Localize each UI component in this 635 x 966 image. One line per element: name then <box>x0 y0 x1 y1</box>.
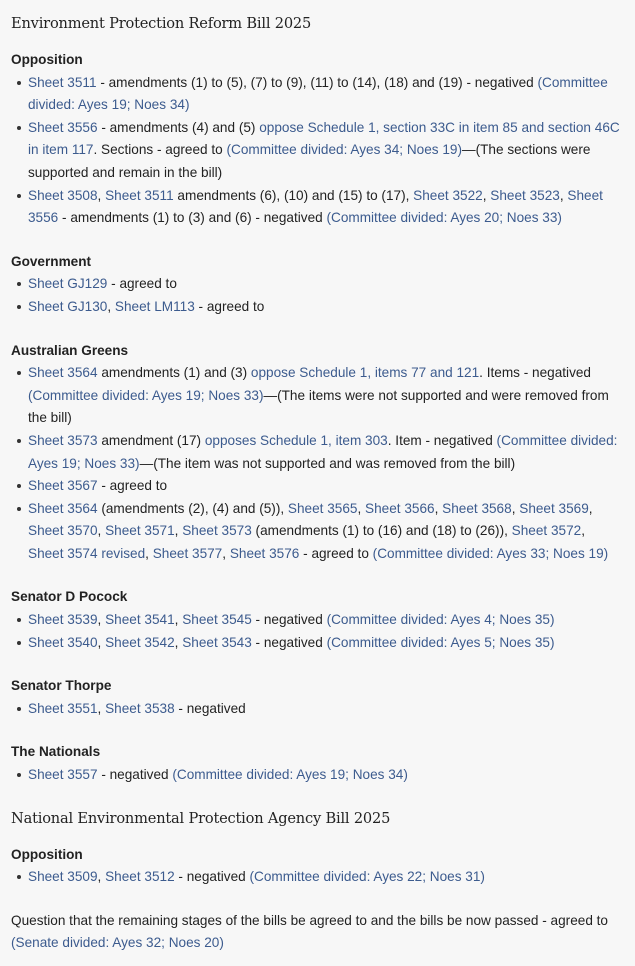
sheet-link[interactable]: Sheet 3566 <box>365 500 435 516</box>
committee-division-link[interactable]: (Committee divided: Ayes 5; Noes 35) <box>326 634 555 650</box>
amendment-text: - negatived <box>97 767 173 783</box>
amendment-text: , <box>434 500 443 516</box>
amendment-text: - negatived <box>174 700 246 716</box>
party-heading: Government <box>11 253 92 269</box>
sheet-link[interactable]: Sheet 3574 revised <box>28 545 146 561</box>
amendment-text: , <box>174 634 183 650</box>
amendment-list <box>11 764 624 787</box>
amendment-text: . Item - negatived <box>387 432 497 448</box>
sheet-link[interactable]: Sheet 3572 <box>511 523 582 539</box>
amendment-text: , <box>97 869 106 885</box>
amendment-text: - agreed to <box>107 276 177 292</box>
amendment-text: , <box>174 612 183 628</box>
final-question <box>11 910 624 955</box>
party-heading: Senator D Pocock <box>11 589 128 605</box>
sheet-link[interactable]: Sheet 3522 <box>413 187 483 203</box>
amendment-text: - agreed to <box>194 298 265 314</box>
amendment-text: - amendments (1) to (5), (7) to (9), (11) to (14), (18) and (19) - negatived <box>96 74 538 90</box>
sheet-link[interactable]: Sheet 3564 <box>28 500 98 516</box>
committee-division-link[interactable]: (Committee divided: Ayes 20; Noes 33) <box>326 210 562 226</box>
sheet-link[interactable]: Sheet 3509 <box>28 869 98 885</box>
party-section <box>11 675 624 720</box>
sheet-link[interactable]: Sheet 3577 <box>152 545 223 561</box>
committee-division-link[interactable]: (Committee divided: Ayes 19; Noes 33) <box>28 387 264 403</box>
amendment-text: amendments (1) and (3) <box>97 365 251 381</box>
sheet-link[interactable]: Sheet 3540 <box>28 634 98 650</box>
sheet-link[interactable]: Sheet 3556 <box>28 119 98 135</box>
amendment-item <box>28 296 624 319</box>
final-question-text: Question that the remaining stages of the bills be agreed to and the bills be now passed - agreed to <box>11 912 608 928</box>
committee-division-link[interactable]: (Committee divided: Ayes 22; Noes 31) <box>249 869 485 885</box>
amendment-list <box>11 609 624 654</box>
amendment-item <box>28 117 624 185</box>
amendment-item <box>28 632 624 655</box>
amendment-text: - negatived <box>251 612 327 628</box>
committee-division-link[interactable]: (Committee divided: Ayes 34; Noes 19) <box>226 142 462 158</box>
amendment-text: (amendments (1) to (16) and (18) to (26)), <box>251 523 512 539</box>
sheet-link[interactable]: Sheet 3570 <box>28 523 98 539</box>
sheet-link[interactable]: Sheet 3545 <box>182 612 252 628</box>
amendment-list <box>11 72 624 230</box>
amendment-text: , <box>97 523 106 539</box>
sheet-link[interactable]: Sheet 3523 <box>490 187 560 203</box>
sheet-link[interactable]: Sheet 3511 <box>28 74 97 90</box>
amendment-text: , <box>511 500 520 516</box>
sheet-link[interactable]: Sheet 3551 <box>28 700 98 716</box>
sheet-link[interactable]: Sheet 3543 <box>182 634 252 650</box>
amendment-text: , <box>107 298 115 314</box>
senate-division-link[interactable]: (Senate divided: Ayes 32; Noes 20) <box>11 935 224 951</box>
party-section <box>11 49 624 230</box>
party-section <box>11 741 624 786</box>
committee-division-link[interactable]: (Committee divided: Ayes 19; Noes 34) <box>28 74 608 113</box>
amendment-item <box>28 273 624 296</box>
sheet-link[interactable]: Sheet GJ130 <box>28 298 108 314</box>
sheet-link[interactable]: Sheet 3511 <box>105 187 174 203</box>
amendment-text: - negatived <box>251 634 327 650</box>
amendment-item <box>28 609 624 632</box>
amendment-text: . Sections - agreed to <box>93 142 227 158</box>
amendment-text: , <box>482 187 491 203</box>
sheet-link[interactable]: Sheet 3538 <box>105 700 175 716</box>
amendment-list <box>11 273 624 318</box>
amendment-item <box>28 475 624 498</box>
amendment-text: , <box>97 187 106 203</box>
committee-division-link[interactable]: (Committee divided: Ayes 19; Noes 34) <box>172 767 408 783</box>
sheet-link[interactable]: Sheet 3573 <box>28 432 98 448</box>
committee-division-link[interactable]: (Committee divided: Ayes 33; Noes 19) <box>372 545 609 561</box>
party-heading: Opposition <box>11 846 83 862</box>
schedule-reference-link[interactable]: oppose Schedule 1, section 33C in item 85 and section 46C in item 117 <box>28 119 620 158</box>
amendment-item <box>28 498 624 566</box>
amendment-list <box>11 698 624 721</box>
sheet-link[interactable]: Sheet 3508 <box>28 187 98 203</box>
amendment-text: amendments (6), (10) and (15) to (17), <box>173 187 414 203</box>
sheet-link[interactable]: Sheet 3539 <box>28 612 98 628</box>
party-heading: Opposition <box>11 52 83 67</box>
amendment-text: —(The sections were supported and remain in the bill) <box>28 142 591 180</box>
bill-title: Environment Protection Reform Bill 2025 <box>11 15 312 32</box>
amendment-text: , <box>174 523 183 539</box>
amendment-text: - amendments (1) to (3) and (6) - negatived <box>58 210 327 226</box>
amendment-item <box>28 72 624 117</box>
amendment-text: , <box>145 545 153 561</box>
sheet-link[interactable]: Sheet 3512 <box>105 869 175 885</box>
amendment-item <box>28 764 624 787</box>
party-heading: Australian Greens <box>11 342 129 358</box>
amendment-text: - agreed to <box>299 545 373 561</box>
bills-container <box>11 13 624 889</box>
party-heading: The Nationals <box>11 744 101 760</box>
amendment-text: , <box>97 612 106 628</box>
committee-division-link[interactable]: (Committee divided: Ayes 4; Noes 35) <box>326 612 555 628</box>
schedule-reference-link[interactable]: opposes Schedule 1, item 303 <box>204 432 388 448</box>
sheet-link[interactable]: Sheet 3569 <box>519 500 589 516</box>
bill-title: National Environmental Protection Agency Bill 2025 <box>11 809 391 827</box>
sheet-link[interactable]: Sheet 3565 <box>287 500 358 516</box>
sheet-link[interactable]: Sheet 3573 <box>182 523 252 539</box>
party-section <box>11 340 624 566</box>
committee-division-link[interactable]: (Committee divided: Ayes 19; Noes 33) <box>28 432 618 471</box>
sheet-link[interactable]: Sheet 3567 <box>28 478 98 494</box>
sheet-link[interactable]: Sheet 3541 <box>105 612 175 628</box>
amendment-text: , <box>588 500 593 516</box>
amendment-text: , <box>357 500 366 516</box>
amendment-item <box>28 430 624 475</box>
party-heading: Senator Thorpe <box>11 678 112 694</box>
amendment-text: , <box>559 187 568 203</box>
amendment-text: (amendments (2), (4) and (5)), <box>97 500 288 516</box>
amendment-list <box>11 362 624 565</box>
amendment-text: , <box>97 634 106 650</box>
sheet-link[interactable]: Sheet 3568 <box>442 500 512 516</box>
sheet-link[interactable]: Sheet 3556 <box>28 187 603 226</box>
sheet-link[interactable]: Sheet 3564 <box>28 365 98 381</box>
amendment-text: amendment (17) <box>97 432 205 448</box>
schedule-reference-link[interactable]: oppose Schedule 1, items 77 and 121 <box>250 365 480 381</box>
amendment-text: . Items - negatived <box>479 365 591 381</box>
amendment-item <box>28 362 624 430</box>
sheet-link[interactable]: Sheet 3576 <box>229 545 300 561</box>
party-section <box>11 844 624 889</box>
party-section <box>11 586 624 654</box>
amendment-text: , <box>97 700 106 716</box>
amendment-text: , <box>581 523 585 539</box>
sheet-link[interactable]: Sheet 3571 <box>105 523 175 539</box>
amendment-item <box>28 866 624 889</box>
amendment-text: - agreed to <box>97 478 168 494</box>
party-section <box>11 251 624 319</box>
sheet-link[interactable]: Sheet 3557 <box>28 767 98 783</box>
amendment-item <box>28 698 624 721</box>
amendment-item <box>28 185 624 230</box>
amendment-text: - amendments (4) and (5) <box>97 119 260 135</box>
sheet-link[interactable]: Sheet LM113 <box>114 298 195 314</box>
sheet-link[interactable]: Sheet 3542 <box>105 634 175 650</box>
amendment-text: —(The items were not supported and were removed from the bill) <box>28 387 609 426</box>
amendment-text: —(The item was not supported and was removed from the bill) <box>139 455 516 471</box>
amendment-list <box>11 866 624 889</box>
amendment-text: - negatived <box>174 869 250 885</box>
sheet-link[interactable]: Sheet GJ129 <box>28 276 108 292</box>
amendment-text: , <box>222 545 230 561</box>
